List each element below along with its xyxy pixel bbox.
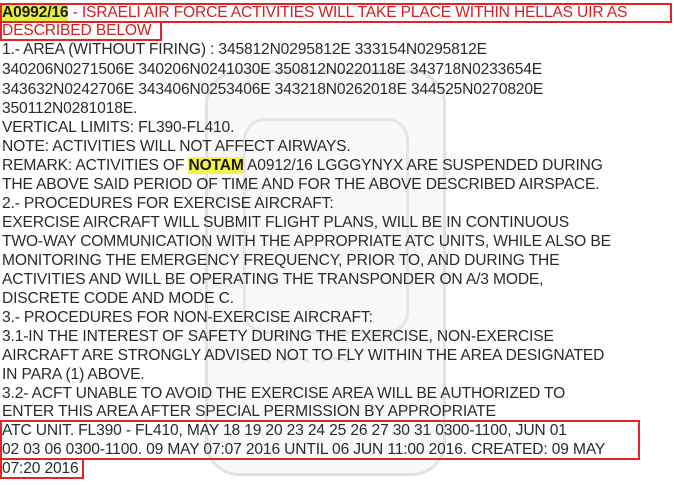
watermark-mark: ⌒ ⌒ ⌒ bbox=[242, 355, 351, 388]
airways-note: NOTE: ACTIVITIES WILL NOT AFFECT AIRWAYS. bbox=[2, 138, 351, 155]
non-exercise-procedures-header: 3.- PROCEDURES FOR NON-EXERCISE AIRCRAFT: bbox=[2, 309, 373, 326]
exercise-procedures-line-5: DISCRETE CODE AND MODE C. bbox=[2, 290, 234, 307]
remark-suffix: A0912/16 LGGGYNYX ARE SUSPENDED DURING bbox=[243, 157, 603, 174]
exercise-procedures-line-4: ACTIVITIES AND WILL BE OPERATING THE TRANSPONDER ON A/3 MODE, bbox=[2, 271, 544, 288]
non-exercise-procedures-line-4: 3.2- ACFT UNABLE TO AVOID THE EXERCISE AREA WILL BE AUTHORIZED TO bbox=[2, 385, 566, 402]
remark-line bbox=[2, 157, 603, 175]
remark-prefix: REMARK: ACTIVITIES OF bbox=[2, 157, 189, 174]
area-header: 1.- AREA (WITHOUT FIRING) : 345812N0295812E 333154N0295812E bbox=[2, 41, 487, 58]
non-exercise-procedures-line-2: AIRCRAFT ARE STRONGLY ADVISED NOT TO FLY WITHIN THE AREA DESIGNATED bbox=[2, 347, 605, 364]
non-exercise-procedures-line-3: IN PARA (1) ABOVE. bbox=[2, 366, 145, 383]
area-coordinates-3: 350112N0281018E. bbox=[2, 100, 138, 117]
non-exercise-procedures-line-1: 3.1-IN THE INTEREST OF SAFETY DURING THE EXERCISE, NON-EXERCISE bbox=[2, 328, 554, 345]
schedule-end-annotation-box bbox=[0, 458, 84, 479]
exercise-procedures-line-3: MONITORING THE EMERGENCY FREQUENCY, PRIOR TO, AND DURING THE bbox=[2, 252, 560, 269]
exercise-procedures-line-2: TWO-WAY COMMUNICATION WITH THE APPROPRIATE ATC UNITS, WHILE ALSO BE bbox=[2, 233, 611, 250]
title-continued-annotation-box bbox=[0, 21, 162, 41]
notam-keyword-highlight: NOTAM bbox=[188, 157, 244, 174]
schedule-line-1: ATC UNIT. FL390 - FL410, MAY 18 19 20 23 24 25 26 27 30 31 0300-1100, JUN 01 bbox=[2, 422, 567, 439]
area-coordinates-2: 343632N0242706E 343406N0253406E 343218N0262018E 344525N0270820E bbox=[2, 81, 544, 98]
notam-title: - ISRAELI AIR FORCE ACTIVITIES WILL TAKE PLACE WITHIN HELLAS UIR AS bbox=[68, 4, 628, 21]
title-annotation-box bbox=[0, 3, 672, 23]
vertical-limits: VERTICAL LIMITS: FL390-FL410. bbox=[2, 119, 235, 136]
exercise-procedures-header: 2.- PROCEDURES FOR EXERCISE AIRCRAFT: bbox=[2, 195, 334, 212]
schedule-annotation-box bbox=[0, 420, 640, 460]
schedule-line-3: 07:20 2016 bbox=[2, 460, 79, 477]
notam-id: A0992/16 bbox=[2, 4, 69, 21]
area-coordinates-1: 340206N0271506E 340206N0241030E 350812N0220118E 343718N0233654E bbox=[2, 61, 543, 78]
remark-continued: THE ABOVE SAID PERIOD OF TIME AND FOR THE ABOVE DESCRIBED AIRSPACE. bbox=[2, 176, 600, 193]
non-exercise-procedures-line-5: ENTER THIS AREA AFTER SPECIAL PERMISSION BY APPROPRIATE bbox=[2, 403, 496, 420]
schedule-line-2: 02 03 06 0300-1100. 09 MAY 07:07 2016 UNTIL 06 JUN 11:00 2016. CREATED: 09 MAY bbox=[2, 441, 606, 458]
notam-title-continued: DESCRIBED BELOW bbox=[2, 22, 152, 39]
exercise-procedures-line-1: EXERCISE AIRCRAFT WILL SUBMIT FLIGHT PLANS, WILL BE IN CONTINUOUS bbox=[2, 214, 570, 231]
